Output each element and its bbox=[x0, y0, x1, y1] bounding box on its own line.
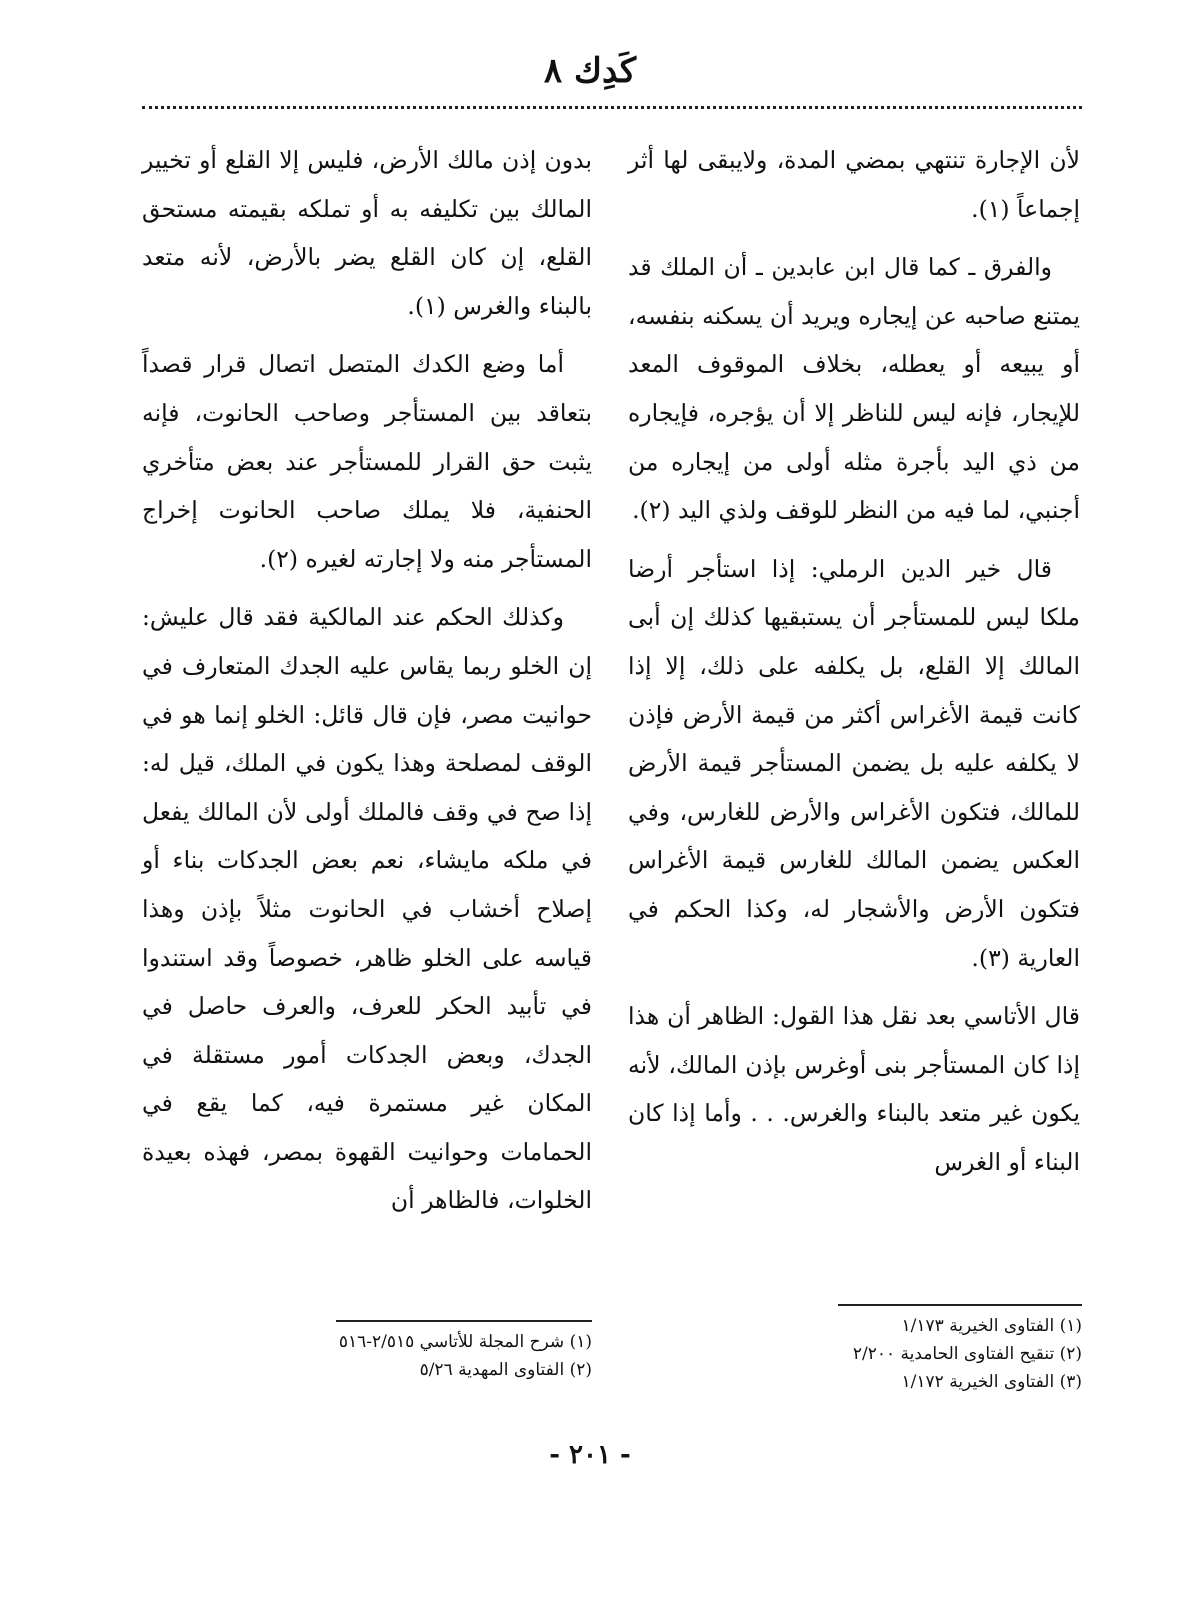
left-text-column bbox=[142, 136, 592, 1235]
header-dotted-rule bbox=[142, 106, 1082, 109]
paragraph: وكذلك الحكم عند المالكية فقد قال عليش: إن الخلو ربما يقاس عليه الجدك المتعارف في حوانيت مصر، فإن قال قائل: الخلو إنما هو في الوقف لمصلحة وهذا يكون في الملك، قيل له: إذا صح في وقف فالملك أولى لأن المالك يفعل في ملكه مايشاء، نعم بعض الجدكات بناء أو إصلاح أخشاب في الحانوت مثلاً بإذن وهذا قياسه على الخلو ظاهر، خصوصاً وقد استندوا في تأبيد الحكر للعرف، والعرف حاصل في الجدك، وبعض الجدكات أمور مستقلة في المكان غير مستمرة فيه، كما يقع في الحمامات وحوانيت القهوة بمصر، فهذه بعيدة الخلوات، فالظاهر أن bbox=[142, 603, 592, 1215]
paragraph: قال الأتاسي بعد نقل هذا القول: الظاهر أن هذا إذا كان المستأجر بنى أوغرس بإذن المالك، لأنه يكون غير متعد بالبناء والغرس. . . وأما إذا كان البناء أو الغرس bbox=[628, 1002, 1080, 1176]
left-footnotes bbox=[292, 1328, 592, 1384]
footnote: (٢) الفتاوى المهدية ٥/٢٦ bbox=[419, 1360, 592, 1380]
paragraph: أما وضع الكدك المتصل اتصال قرار قصداً بتعاقد بين المستأجر وصاحب الحانوت، فإنه يثبت حق القرار للمستأجر عند بعض متأخري الحنفية، فلا يملك صاحب الحانوت إخراج المستأجر منه ولا إجارته لغيره (٢). bbox=[142, 350, 592, 573]
page-header-title: كَدِك ٨ bbox=[543, 51, 637, 91]
page-number: - ٢٠١ - bbox=[549, 1440, 631, 1470]
paragraph: لأن الإجارة تنتهي بمضي المدة، ولايبقى لها أثر إجماعاً (١). bbox=[628, 146, 1080, 223]
paragraph: قال خير الدين الرملي: إذا استأجر أرضا ملكا ليس للمستأجر أن يستبقيها كذلك إن أبى المالك إلا القلع، بل يكلفه على ذلك، إلا إذا كانت قيمة الأغراس أكثر من قيمة الأرض فإذن لا يكلفه عليه بل يضمن المستأجر قيمة الأرض للمالك، فتكون الأغراس والأرض للغارس، وفي العكس يضمن المالك للغارس قيمة الأغراس فتكون الأرض والأشجار له، وكذا الحكم في العارية (٣). bbox=[628, 554, 1080, 972]
paragraph: بدون إذن مالك الأرض، فليس إلا القلع أو تخيير المالك بين تكليفه به أو تملكه بقيمته مستحق القلع، إن كان القلع يضر بالأرض، لأنه متعد بالبناء والغرس (١). bbox=[142, 146, 592, 320]
paragraph: والفرق ـ كما قال ابن عابدين ـ أن الملك قد يمتنع صاحبه عن إيجاره ويريد أن يسكنه بنفسه، أو يبيعه أو يعطله، بخلاف الموقوف المعد للإيجار، فإنه ليس للناظر إلا أن يؤجره، فإيجاره من ذي اليد بأجرة مثله أولى من إيجاره من أجنبي، لما فيه من النظر للوقف ولذي اليد (٢). bbox=[628, 253, 1080, 525]
footnote-rule bbox=[336, 1320, 592, 1322]
footnote: (١) شرح المجلة للأتاسي ٢/٥١٥-٥١٦ bbox=[338, 1332, 592, 1352]
footnote: (١) الفتاوى الخيرية ١/١٧٣ bbox=[901, 1316, 1082, 1336]
right-text-column bbox=[628, 136, 1080, 1196]
right-footnotes bbox=[780, 1312, 1082, 1396]
footnote-rule bbox=[838, 1304, 1082, 1306]
footnote: (٢) تنقيح الفتاوى الحامدية ٢/٢٠٠ bbox=[852, 1344, 1082, 1364]
footnote: (٣) الفتاوى الخيرية ١/١٧٢ bbox=[901, 1372, 1082, 1392]
